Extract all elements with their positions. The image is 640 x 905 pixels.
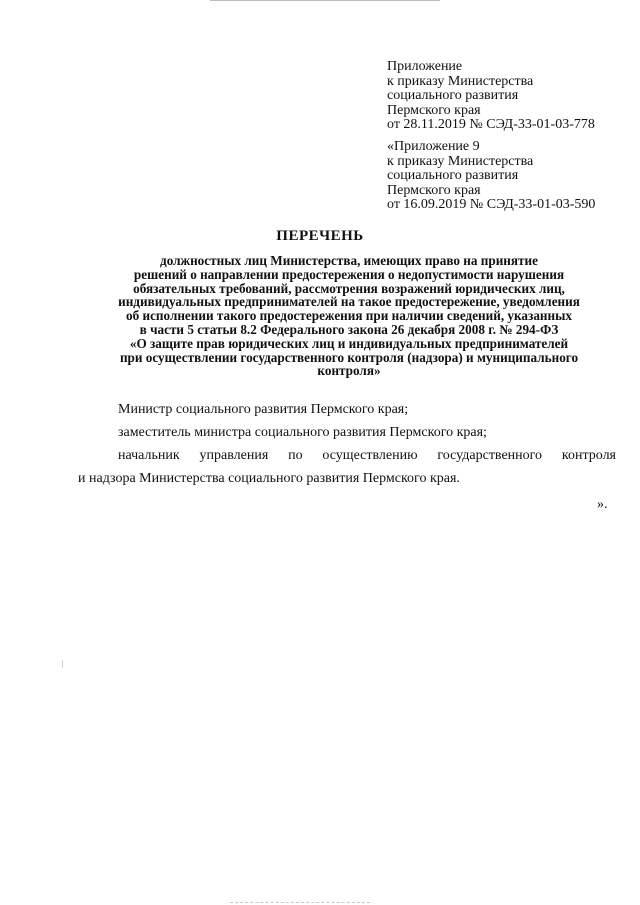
appendix-current-line-4: Пермского края [387,102,481,118]
official-item-minister [78,398,616,421]
official-item-text: Министр социального развития Пермского края; [118,402,409,417]
official-item-text: начальник управления по осуществлению государственного контроля [118,448,616,463]
scan-speck [62,660,63,668]
appendix-current-line-3: социального развития [387,88,519,103]
document-subtitle [80,254,618,378]
appendix-previous-line-2: к приказу Министерства [387,153,534,169]
closing-quote: ». [597,497,608,512]
appendix-current-block [387,60,595,133]
appendix-current-line-5: от 28.11.2019 № СЭД-33-01-03-778 [387,117,595,132]
appendix-current-line-2: к приказу Министерства [387,73,534,89]
official-item-text: заместитель министра социального развития Пермского края; [118,425,487,440]
appendix-current-line-1: Приложение [387,59,463,74]
subtitle-line-1: должностных лиц Министерства, имеющих право на принятие [160,253,538,268]
subtitle-line-8: при осуществлении государственного контроля (надзора) и муниципального [119,349,579,365]
subtitle-line-7: «О защите прав юридических лиц и индивидуальных предпринимателей [129,335,569,351]
appendix-previous-line-5: от 16.09.2019 № СЭД-33-01-03-590 [387,197,596,212]
official-item-text-continuation: и надзора Министерства социального развития Пермского края. [78,471,460,486]
subtitle-line-3: обязательных требований, рассмотрения возражений юридических лиц, [133,280,565,296]
subtitle-line-6: в части 5 статьи 8.2 Федерального закона 26 декабря 2008 г. № 294-ФЗ [139,321,559,337]
appendix-previous-block [387,140,595,213]
official-item-deputy-minister [78,421,616,444]
appendix-previous-line-3: социального развития [387,168,519,183]
subtitle-line-9: контроля» [317,363,381,379]
subtitle-line-5: об исполнении такого предостережения при наличии сведений, указанных [125,308,572,324]
subtitle-line-2: решений о направлении предостережения о недопустимости нарушения [133,266,565,282]
scan-edge-top [210,0,440,1]
subtitle-line-4: индивидуальных предпринимателей на такое предостережение, уведомления [118,294,580,310]
document-title: ПЕРЕЧЕНЬ [276,228,364,244]
appendix-previous-line-1: «Приложение 9 [387,139,480,154]
official-item-department-head [78,444,616,490]
scan-edge-bottom [230,902,370,904]
appendix-previous-line-4: Пермского края [387,182,481,198]
